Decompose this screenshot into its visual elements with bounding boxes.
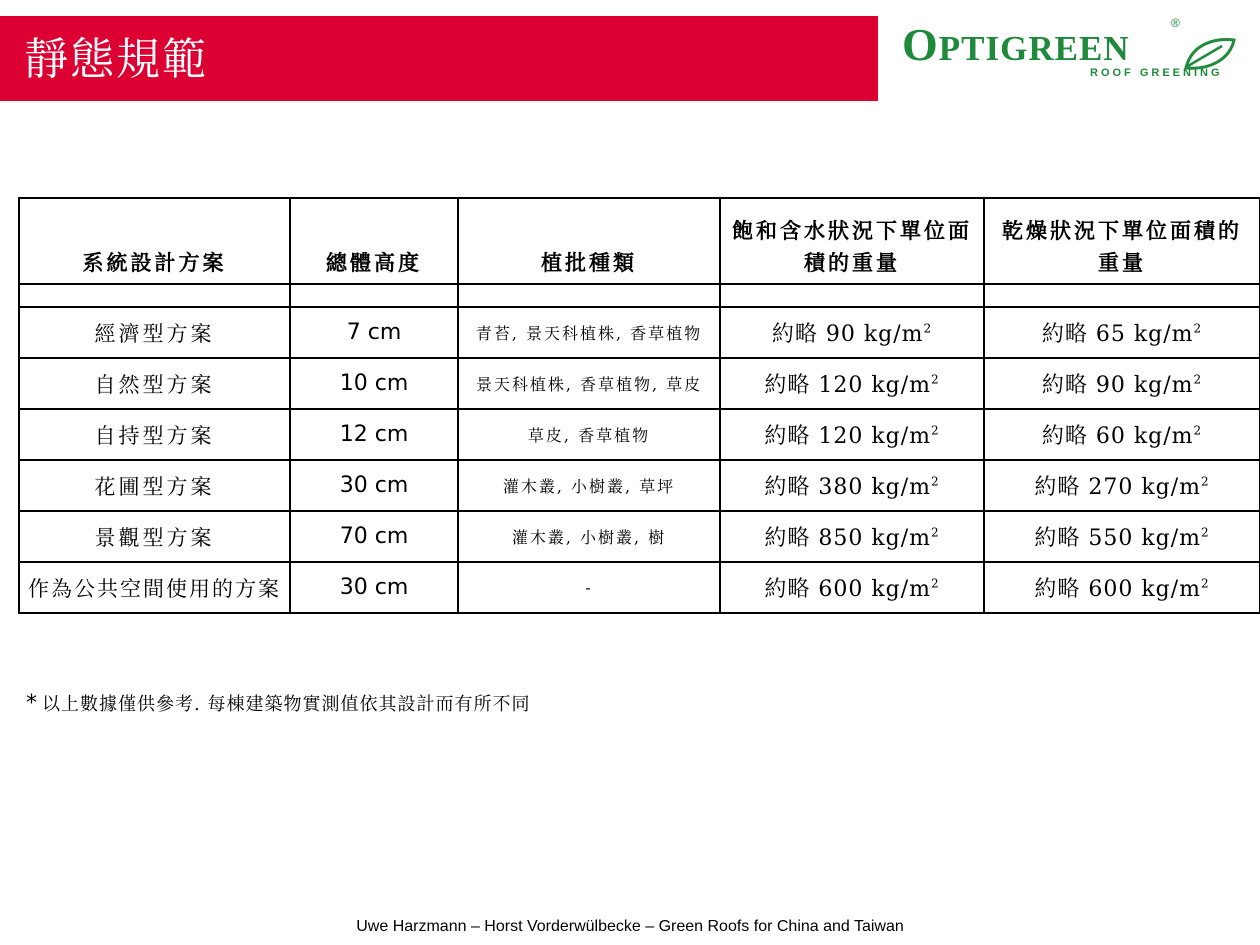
footer-credit: Uwe Harzmann – Horst Vorderwülbecke – Green Roofs for China and Taiwan xyxy=(356,918,904,935)
title-bar xyxy=(0,16,878,101)
header-plants: 植批種類 xyxy=(458,198,720,284)
table-row xyxy=(19,511,1260,562)
table-header-row xyxy=(19,198,1260,284)
logo-rest: PTIGREEN xyxy=(938,29,1130,68)
logo-first-letter: O xyxy=(902,19,939,70)
table-row xyxy=(19,409,1260,460)
cell-system: 經濟型方案 xyxy=(19,307,290,358)
cell-plants: 灌木叢, 小樹叢, 草坪 xyxy=(458,460,720,511)
cell-saturated-weight: 約略 120 $kg/m^2$ xyxy=(720,358,984,409)
header-system: 系統設計方案 xyxy=(19,198,290,284)
cell-saturated-weight: 約略 600 $kg/m^2$ xyxy=(720,562,984,613)
spacer-row xyxy=(19,284,1260,307)
footnote-text: 以上數據僅供參考. 每棟建築物實測值依其設計而有所不同 xyxy=(42,694,531,715)
table-row xyxy=(19,562,1260,613)
cell-system: 作為公共空間使用的方案 xyxy=(19,562,290,613)
cell-system: 自持型方案 xyxy=(19,409,290,460)
header-saturated-weight: 飽和含水狀況下單位面積的重量 xyxy=(720,198,984,284)
cell-saturated-weight: 約略 120 $kg/m^2$ xyxy=(720,409,984,460)
cell-dry-weight: 約略 65 $kg/m^2$ xyxy=(984,307,1260,358)
header-height: 總體高度 xyxy=(290,198,458,284)
optigreen-logo xyxy=(902,16,1242,86)
logo-tagline: ROOF GREENING xyxy=(1090,67,1223,79)
footnote-marker: * xyxy=(26,691,38,716)
footnote xyxy=(26,690,530,716)
cell-height: 70 cm xyxy=(290,511,458,562)
cell-system: 花圃型方案 xyxy=(19,460,290,511)
table-row xyxy=(19,307,1260,358)
cell-plants: 灌木叢, 小樹叢, 樹 xyxy=(458,511,720,562)
registered-mark: ® xyxy=(1171,16,1180,30)
cell-saturated-weight: 約略 380 $kg/m^2$ xyxy=(720,460,984,511)
cell-plants: 草皮, 香草植物 xyxy=(458,409,720,460)
cell-height: 30 cm xyxy=(290,460,458,511)
cell-plants: - xyxy=(458,562,720,613)
cell-system: 景觀型方案 xyxy=(19,511,290,562)
cell-dry-weight: 約略 60 $kg/m^2$ xyxy=(984,409,1260,460)
cell-dry-weight: 約略 90 $kg/m^2$ xyxy=(984,358,1260,409)
cell-height: 7 cm xyxy=(290,307,458,358)
logo-wordmark xyxy=(902,18,1130,71)
table-row xyxy=(19,460,1260,511)
table-row xyxy=(19,358,1260,409)
cell-height: 10 cm xyxy=(290,358,458,409)
cell-system: 自然型方案 xyxy=(19,358,290,409)
cell-saturated-weight: 約略 90 $kg/m^2$ xyxy=(720,307,984,358)
cell-saturated-weight: 約略 850 $kg/m^2$ xyxy=(720,511,984,562)
cell-height: 12 cm xyxy=(290,409,458,460)
cell-plants: 景天科植株, 香草植物, 草皮 xyxy=(458,358,720,409)
header-dry-weight: 乾燥狀況下單位面積的重量 xyxy=(984,198,1260,284)
cell-height: 30 cm xyxy=(290,562,458,613)
cell-dry-weight: 約略 270 $kg/m^2$ xyxy=(984,460,1260,511)
cell-dry-weight: 約略 550 $kg/m^2$ xyxy=(984,511,1260,562)
spec-table xyxy=(18,197,1260,614)
cell-dry-weight: 約略 600 $kg/m^2$ xyxy=(984,562,1260,613)
cell-plants: 青苔, 景天科植株, 香草植物 xyxy=(458,307,720,358)
page-title: 靜態規範 xyxy=(24,34,208,85)
